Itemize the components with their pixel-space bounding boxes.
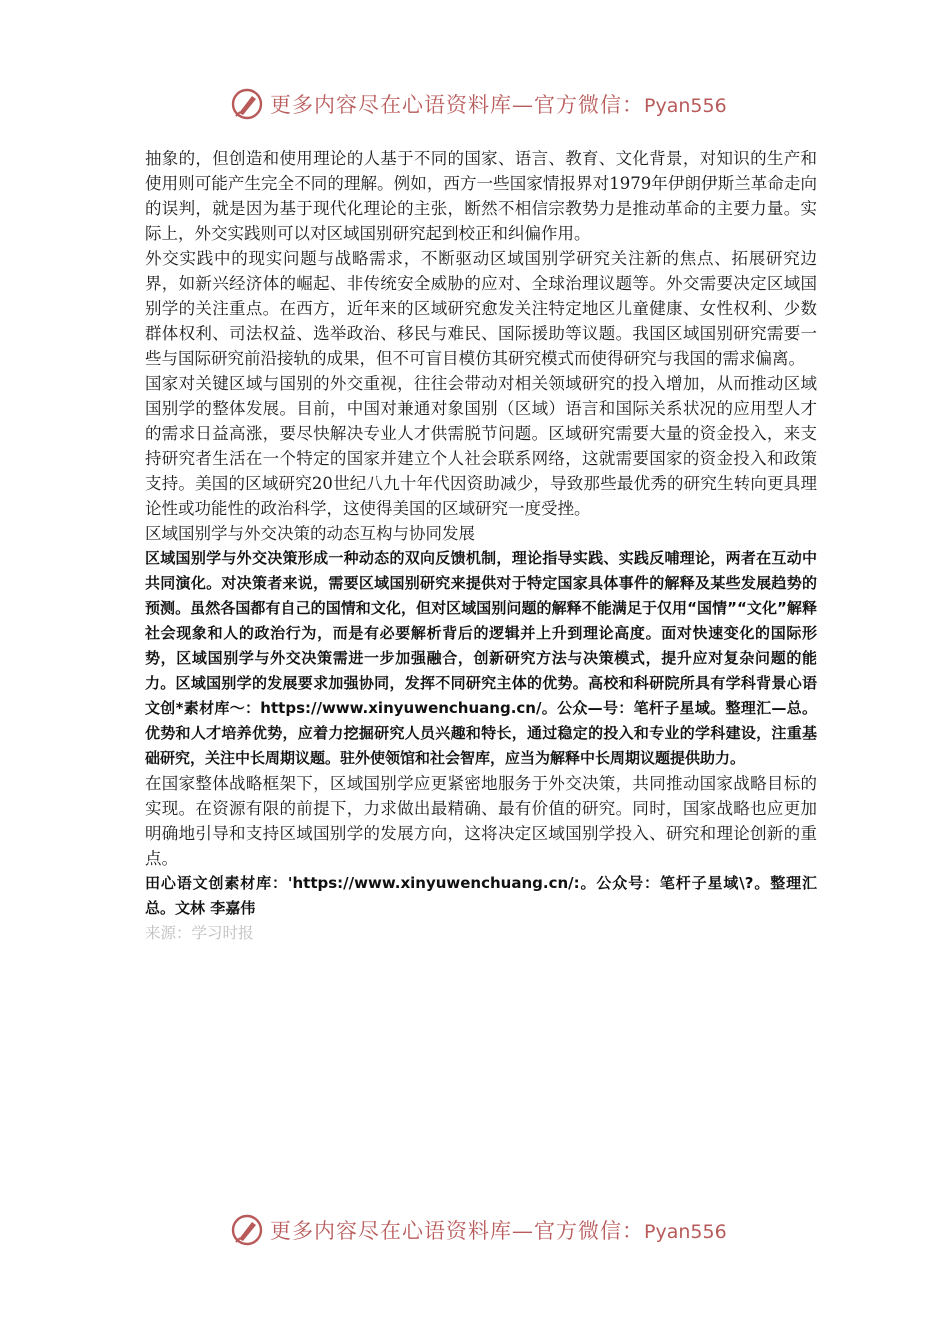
banner-text: 更多内容尽在心语资料库—官方微信：Pyan556 — [270, 93, 727, 117]
paragraph-5: 在国家整体战略框架下，区域国别学应更紧密地服务于外交决策，共同推动国家战略目标的实现。在资源有限的前提下，力求做出最精确、最有价值的研究。同时，国家战略也应更加明确地引导和支持区域国别学的发展方向，这将决定区域国别学投入、研究和理论创新的重点。 — [145, 774, 817, 868]
pen-nib-circle-icon — [230, 1213, 264, 1247]
banner-text: 更多内容尽在心语资料库—官方微信：Pyan556 — [270, 1219, 727, 1243]
paragraph-6: 田心语文创素材库：'https://www.xinyuwenchuang.cn/:。公众号：笔杆子星域\?。整理汇总。文林 李嘉伟 — [145, 874, 817, 917]
source-note: 来源：学习时报 — [145, 924, 254, 942]
section-heading: 区域国别学与外交决策的动态互构与协同发展 — [145, 524, 475, 543]
paragraph-4: 区域国别学与外交决策形成一种动态的双向反馈机制，理论指导实践、实践反哺理论，两者在互动中共同演化。对决策者来说，需要区域国别研究来提供对于特定国家具体事件的解释及某些发展趋势的预测。虽然各国都有自己的国情和文化，但对区域国别问题的解释不能满足于仅用“国情”“文化”解释社会现象和人的政治行为，而是有必要解析背后的逻辑并上升到理论高度。面对快速变化的国际形势，区域国别学与外交决策需进一步加强融合，创新研究方法与决策模式，提升应对复杂问题的能力。区域国别学的发展要求加强协同，发挥不同研究主体的优势。高校和科研院所具有学科背景心语文创*素材库～：https://www.xinyuwenchuang.cn/。公众—号：笔杆子星域。整理汇—总。优势和人才培养优势，应着力挖掘研究人员兴趣和特长，通过稳定的投入和专业的学科建设，注重基础研究，关注中长周期议题。驻外使领馆和社会智库，应当为解释中长周期议题提供助力。 — [145, 549, 817, 767]
footer-banner — [230, 1210, 750, 1250]
paragraph-2: 外交实践中的现实问题与战略需求，不断驱动区域国别学研究关注新的焦点、拓展研究边界，如新兴经济体的崛起、非传统安全威胁的应对、全球治理议题等。外交需要决定区域国别学的关注重点。在西方，近年来的区域研究愈发关注特定地区儿童健康、女性权利、少数群体权利、司法权益、选举政治、移民与难民、国际援助等议题。我国区域国别研究需要一些与国际研究前沿接轨的成果，但不可盲目模仿其研究模式而使得研究与我国的需求偏离。 — [145, 249, 817, 368]
paragraph-1: 抽象的，但创造和使用理论的人基于不同的国家、语言、教育、文化背景，对知识的生产和使用则可能产生完全不同的理解。例如，西方一些国家情报界对1979年伊朗伊斯兰革命走向的误判，就是因为基于现代化理论的主张，断然不相信宗教势力是推动革命的主要力量。实际上，外交实践则可以对区域国别研究起到校正和纠偏作用。 — [145, 149, 817, 243]
header-banner — [230, 84, 750, 124]
paragraph-3: 国家对关键区域与国别的外交重视，往往会带动对相关领域研究的投入增加，从而推动区域国别学的整体发展。目前，中国对兼通对象国别（区域）语言和国际关系状况的应用型人才的需求日益高涨，要尽快解决专业人才供需脱节问题。区域研究需要大量的资金投入，来支持研究者生活在一个特定的国家并建立个人社会联系网络，这就需要国家的资金投入和政策支持。美国的区域研究20世纪八九十年代因资助减少，导致那些最优秀的研究生转向更具理论性或功能性的政治科学，这使得美国的区域研究一度受挫。 — [145, 374, 817, 518]
pen-nib-circle-icon — [230, 87, 264, 121]
article-body — [145, 146, 817, 946]
